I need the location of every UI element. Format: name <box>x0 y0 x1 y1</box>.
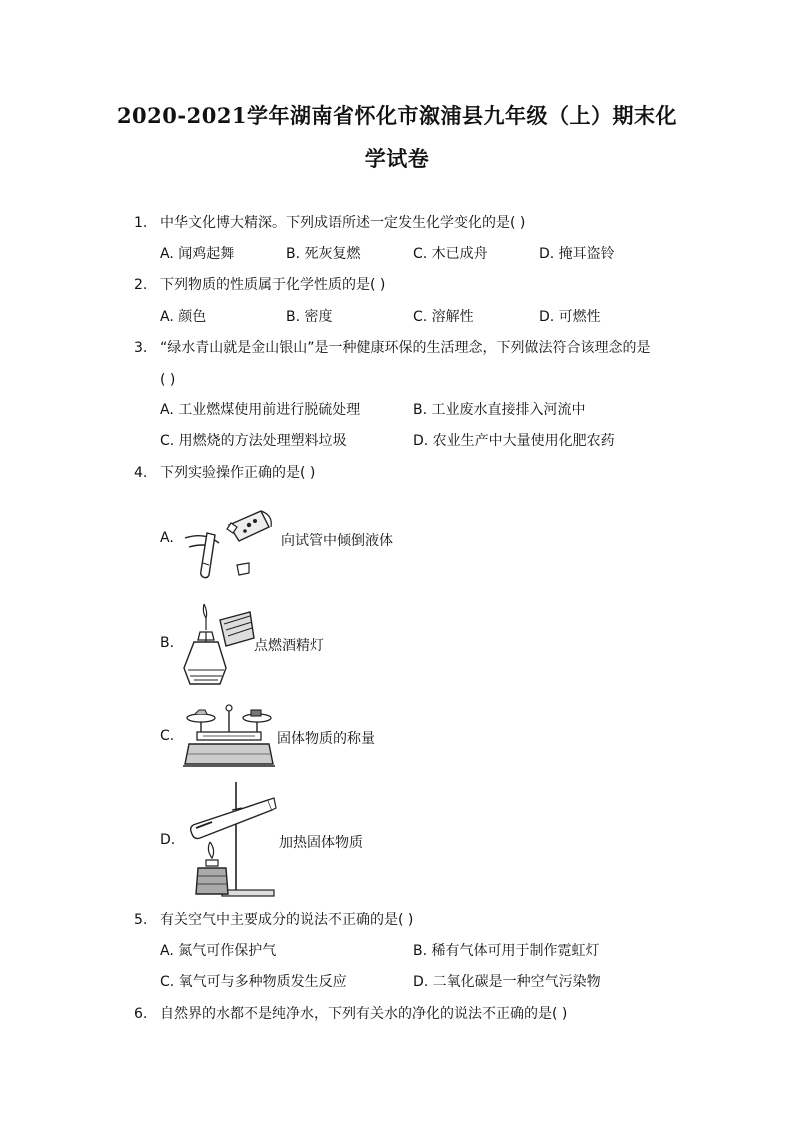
balance-scale-figure <box>183 700 275 772</box>
question-text: 自然界的水都不是纯净水，下列有关水的净化的说法不正确的是( ) <box>160 1006 568 1022</box>
q1-option-a: A. 闻鸡起舞 <box>160 246 235 262</box>
q4-option-d-caption: 加热固体物质 <box>279 835 363 851</box>
q4-option-b-label: B. <box>160 635 175 651</box>
page-title-line1: 2020-2021学年湖南省怀化市溆浦县九年级（上）期末化 <box>116 103 678 128</box>
question-text: 中华文化博大精深。下列成语所述一定发生化学变化的是( ) <box>160 215 526 231</box>
q4-option-a-label: A. <box>160 530 174 546</box>
q2-option-c: C. 溶解性 <box>413 309 474 325</box>
question-number: 6. <box>134 1006 148 1022</box>
q3-option-a: A. 工业燃煤使用前进行脱硫处理 <box>160 402 361 418</box>
q3-text-continued: ( ) <box>160 372 176 388</box>
alcohol-lamp-figure <box>180 598 258 688</box>
q2-option-d: D. 可燃性 <box>539 309 601 325</box>
q1-option-c: C. 木已成舟 <box>413 246 488 262</box>
q4-option-d-label: D. <box>160 832 176 848</box>
question-text: 下列实验操作正确的是( ) <box>160 465 316 481</box>
q2-option-b: B. 密度 <box>286 309 333 325</box>
question-number: 5. <box>134 912 148 928</box>
heating-solid-figure <box>182 780 278 900</box>
q5-option-c: C. 氧气可与多种物质发生反应 <box>160 974 347 990</box>
q2-option-a: A. 颜色 <box>160 309 207 325</box>
page-title-line2: 学试卷 <box>364 146 430 171</box>
q3-option-b: B. 工业废水直接排入河流中 <box>413 402 586 418</box>
q5-option-d: D. 二氧化碳是一种空气污染物 <box>413 974 601 990</box>
q4-option-c-caption: 固体物质的称量 <box>277 731 375 747</box>
question-text: “绿水青山就是金山银山”是一种健康环保的生活理念，下列做法符合该理念的是 <box>160 340 651 356</box>
question-number: 3. <box>134 340 148 356</box>
question-number: 1. <box>134 215 148 231</box>
q1-option-b: B. 死灰复燃 <box>286 246 361 262</box>
question-text: 下列物质的性质属于化学性质的是( ) <box>160 277 386 293</box>
question-text: 有关空气中主要成分的说法不正确的是( ) <box>160 912 414 928</box>
q5-option-b: B. 稀有气体可用于制作霓虹灯 <box>413 943 600 959</box>
q4-option-b-caption: 点燃酒精灯 <box>254 638 324 654</box>
q4-option-a-caption: 向试管中倾倒液体 <box>281 533 393 549</box>
q4-option-c-label: C. <box>160 728 175 744</box>
q3-option-d: D. 农业生产中大量使用化肥农药 <box>413 433 615 449</box>
pouring-liquid-figure <box>183 503 279 581</box>
q3-option-c: C. 用燃烧的方法处理塑料垃圾 <box>160 433 347 449</box>
question-number: 2. <box>134 277 148 293</box>
q1-option-d: D. 掩耳盗铃 <box>539 246 615 262</box>
question-number: 4. <box>134 465 148 481</box>
q5-option-a: A. 氮气可作保护气 <box>160 943 277 959</box>
